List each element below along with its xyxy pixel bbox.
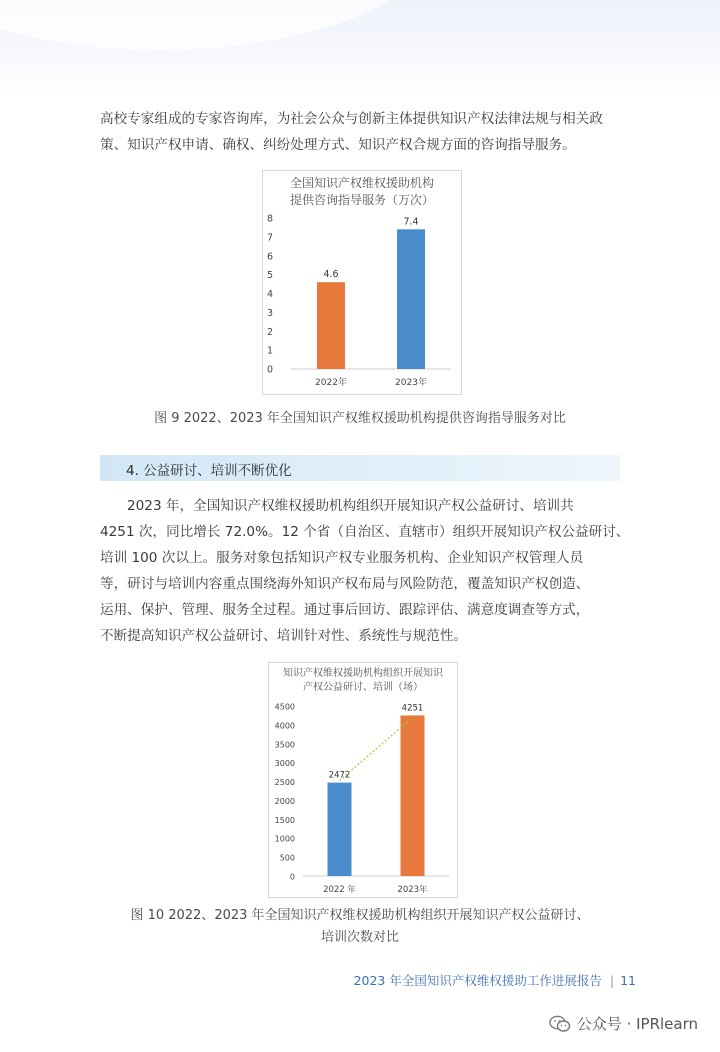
bar	[317, 282, 345, 369]
section4-line: 不断提高知识产权公益研讨、培训针对性、系统性与规范性。	[100, 628, 468, 644]
y-tick-label: 1500	[274, 815, 295, 825]
y-tick-label: 5	[266, 270, 273, 282]
x-tick-label: 2022 年	[323, 885, 356, 895]
figure9-plot	[263, 171, 461, 394]
x-tick-label: 2022年	[315, 378, 347, 388]
y-tick-label: 0	[266, 364, 273, 376]
intro-paragraph	[100, 106, 620, 158]
y-tick-label: 6	[266, 251, 273, 263]
y-tick-label: 1	[266, 345, 273, 357]
data-label: 4251	[401, 703, 424, 714]
intro-line: 高校专家组成的专家咨询库，为社会公众与创新主体提供知识产权法律法规与相关政	[100, 111, 603, 127]
footer-separator: |	[609, 973, 615, 988]
section4-line: 培训 100 次以上。服务对象包括知识产权专业服务机构、企业知识产权管理人员	[100, 550, 584, 566]
header-arc-shape	[0, 0, 440, 50]
x-tick-label: 2023年	[397, 885, 428, 895]
section4-paragraph	[100, 493, 630, 649]
figure10-caption-line: 培训次数对比	[320, 930, 399, 945]
figure10-caption-line: 图 10 2022、2023 年全国知识产权维权援助机构组织开展知识产权公益研讨、	[130, 908, 590, 923]
y-tick-label: 2	[266, 326, 273, 338]
y-tick-label: 8	[266, 213, 273, 225]
figure9-caption-block	[100, 408, 620, 430]
section4-line: 4251 次，同比增长 72.0%。12 个省（自治区、直辖市）组织开展知识产权公益研讨、	[100, 524, 630, 540]
header-decoration	[0, 0, 720, 95]
y-tick-label: 7	[266, 232, 273, 244]
section-title: 4. 公益研讨、培训不断优化	[126, 463, 292, 479]
y-tick-label: 3	[266, 307, 273, 319]
section4-line: 运用、保护、管理、服务全过程。通过事后回访、跟踪评估、满意度调查等方式，	[100, 602, 590, 618]
figure10-title-line: 产权公益研讨、培训（场）	[303, 682, 423, 693]
figure9-title-line: 提供咨询指导服务（万次）	[289, 193, 434, 207]
y-tick-label: 2500	[274, 778, 295, 788]
section4-line: 等，研讨与培训内容重点围绕海外知识产权布局与风险防范，覆盖知识产权创造、	[100, 576, 590, 592]
y-tick-label: 0	[289, 872, 295, 882]
intro-line: 策、知识产权申请、确权、纠纷处理方式、知识产权合规方面的咨询指导服务。	[100, 137, 576, 153]
y-tick-label: 3500	[274, 740, 295, 750]
data-label: 7.4	[403, 216, 419, 228]
wechat-watermark	[549, 1013, 698, 1034]
wechat-icon	[549, 1015, 571, 1033]
footer-report-title: 2023 年全国知识产权维权援助工作进展报告	[353, 973, 602, 988]
section-heading-bar	[100, 455, 620, 481]
y-tick-label: 3000	[274, 759, 295, 769]
figure9-title-line: 全国知识产权维权援助机构	[289, 176, 434, 190]
y-tick-label: 4	[266, 289, 273, 300]
page-footer	[354, 971, 636, 989]
bar	[397, 229, 425, 369]
page-number: 11	[620, 973, 636, 988]
y-tick-label: 1000	[274, 834, 295, 844]
watermark-text: 公众号 · IPRlearn	[576, 1015, 698, 1033]
y-tick-label: 4500	[274, 702, 295, 712]
figure10-chart	[268, 662, 458, 898]
bar	[401, 715, 425, 876]
y-tick-label: 500	[279, 853, 295, 863]
section4-line: 2023 年，全国知识产权维权援助机构组织开展知识产权公益研讨、培训共	[127, 498, 574, 514]
x-tick-label: 2023年	[395, 378, 427, 388]
figure9-chart	[262, 170, 462, 395]
data-label: 2472	[328, 770, 351, 781]
figure10-title-line: 知识产权维权援助机构组织开展知识	[283, 668, 443, 679]
data-label: 4.6	[323, 269, 339, 281]
figure10-plot	[269, 663, 457, 897]
figure10-caption-block	[100, 905, 620, 949]
y-tick-label: 4000	[274, 721, 295, 731]
y-tick-label: 2000	[274, 796, 295, 806]
bar	[328, 783, 352, 876]
figure9-caption: 图 9 2022、2023 年全国知识产权维权援助机构提供咨询指导服务对比	[154, 411, 566, 426]
